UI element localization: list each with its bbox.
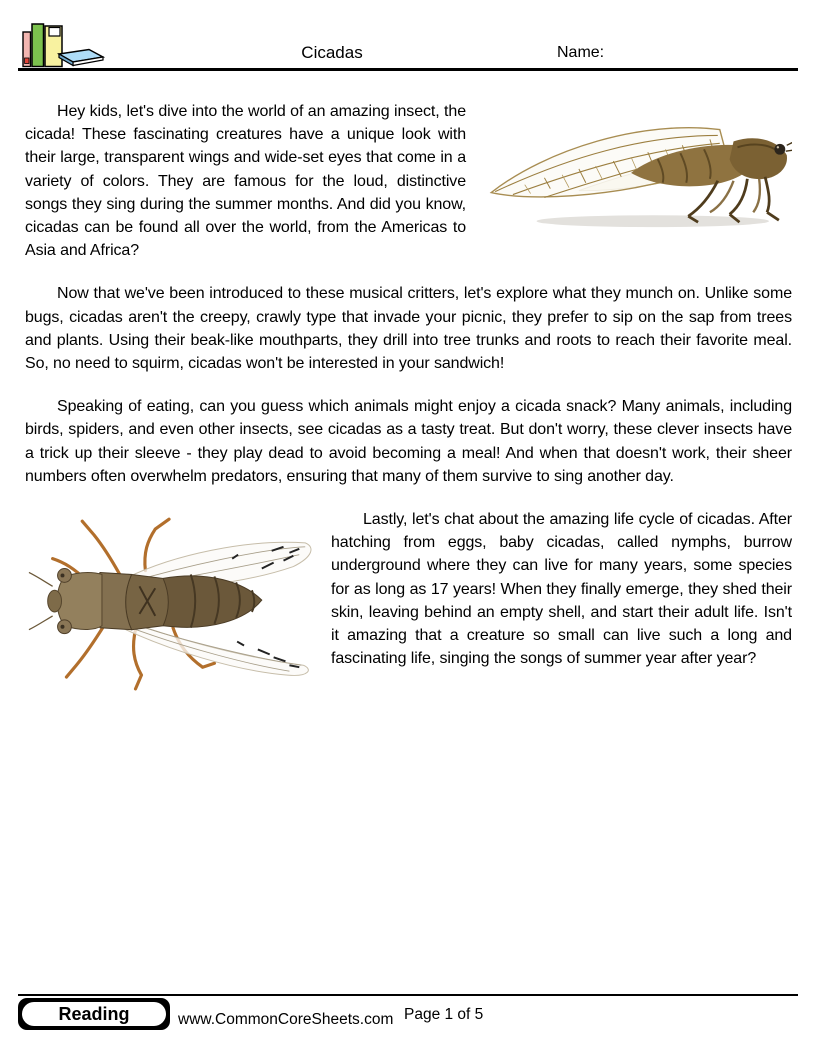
paragraph-2 [25, 282, 792, 375]
cicada-top-image [25, 508, 321, 708]
name-label: Name: [557, 44, 605, 61]
paragraph-1 [25, 100, 792, 262]
paragraph-3 [25, 395, 792, 488]
paragraph-4-text: Lastly, let's chat about the amazing life cycle of cicadas. After hatching from eggs, baby cicadas, called nymphs, burrow underground where they can live for many years, some species for as long as 17 years! When they finally emerge, they shed their skin, leaving behind an empty shell, and start their adult life. Isn't it amazing that a creature so small can live such a long and fascinating life, singing the songs of summer year after year? [331, 511, 792, 668]
footer-rule [18, 994, 798, 996]
paragraph-1-text: Hey kids, let's dive into the world of an amazing insect, the cicada! These fascinating creatures have a unique look with their large, transparent wings and wide-set eyes that come in a variety of colors. They are famous for the loud, distinctive songs they sing during the summer months. And did you know, cicadas can be found all over the world, from the Americas to Asia and Africa? [25, 103, 466, 260]
page-title: Cicadas [301, 43, 363, 62]
stacked-books-icon [22, 21, 106, 68]
category-badge [18, 998, 170, 1030]
header-rule [18, 68, 798, 71]
page-number: Page 1 of 5 [404, 1006, 484, 1023]
paragraph-3-text: Speaking of eating, can you guess which animals might enjoy a cicada snack? Many animals, including birds, spiders, and even other insects, see cicadas as a tasty treat. But don't worry, these clever insects have a trick up their sleeve - they play dead to avoid becoming a meal! And when that doesn't work, their sheer numbers often overwhelm predators, ensuring that many of them survive to sing another day. [25, 398, 792, 485]
paragraph-2-text: Now that we've been introduced to these musical critters, let's explore what they munch on. Unlike some bugs, cicadas aren't the creepy, crawly type that invade your picnic, they prefer to sip on the sap from trees and plants. Using their beak-like mouthparts, they drill into tree trunks and roots to reach their favorite meal. So, no need to squirm, cicadas won't be interested in your sandwich! [25, 285, 792, 373]
website-url: www.CommonCoreSheets.com [178, 1011, 394, 1028]
paragraph-4 [25, 508, 792, 670]
reading-passage [25, 100, 792, 708]
cicada-side-image [484, 100, 792, 232]
category-badge-label: Reading [58, 1003, 130, 1024]
